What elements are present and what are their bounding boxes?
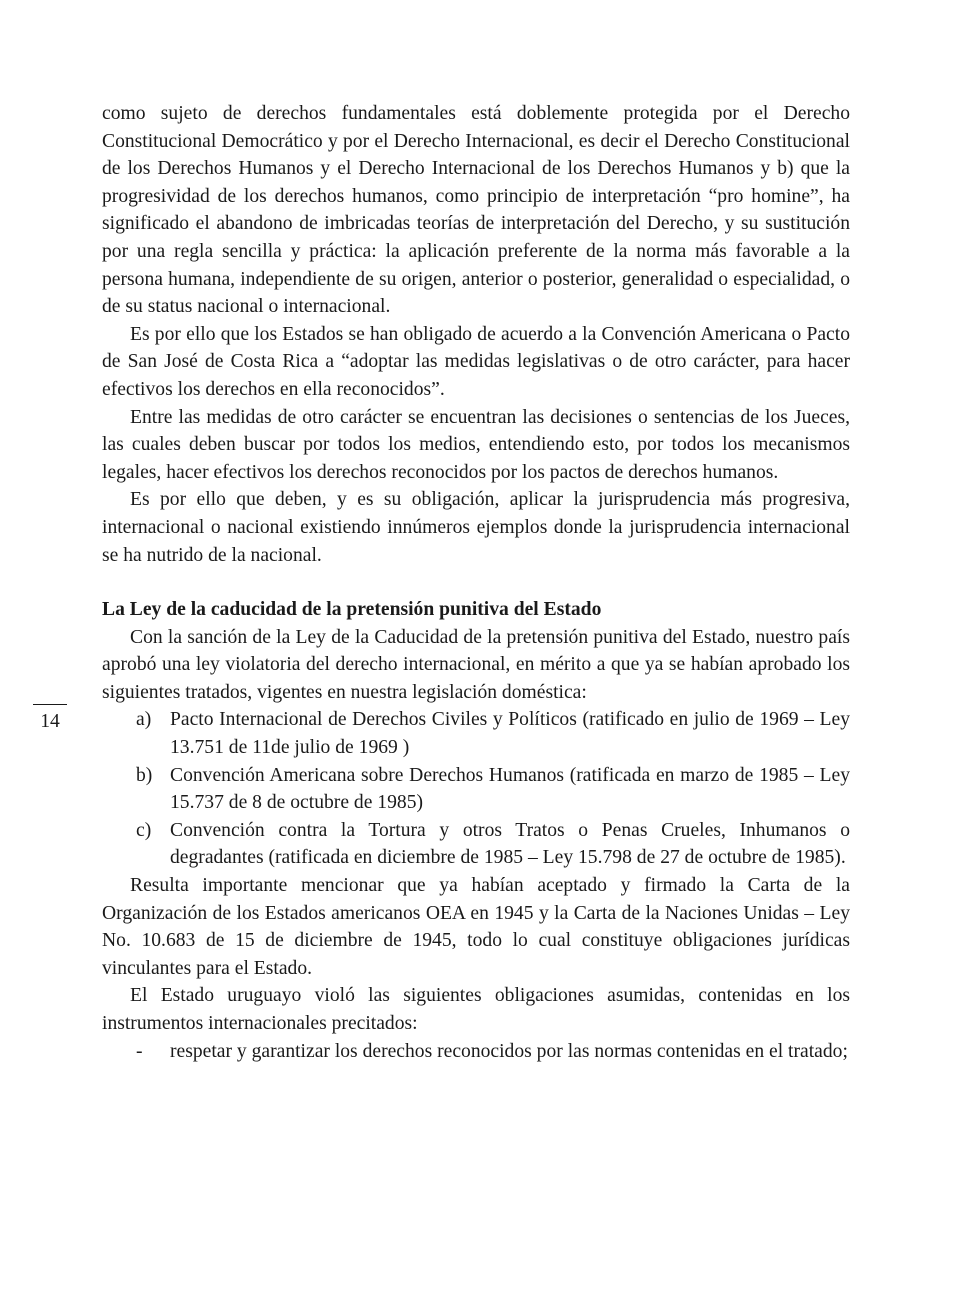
paragraph: Resulta importante mencionar que ya habían aceptado y firmado la Carta de la Organización de los Estados americanos OEA en 1945 y la Carta de la Naciones Unidas – Ley No. 10.683 de 15 de diciembre de 1945, todo lo cual constituye obligaciones jurídicas vinculantes para el Estado. (102, 875, 850, 979)
list-item-text: Pacto Internacional de Derechos Civiles y Políticos (ratificado en julio de 1969 – Ley 13.751 de 11de julio de 1969 ) (170, 709, 850, 759)
paragraph: El Estado uruguayo violó las siguientes obligaciones asumidas, contenidas en los instrumentos internacionales precitados: (102, 985, 850, 1034)
list-marker: c) (136, 819, 152, 841)
obligation-list (102, 1038, 850, 1066)
list-marker: b) (136, 764, 153, 786)
page-number: 14 (40, 711, 60, 732)
document-body (102, 100, 850, 1065)
list-item-text: Convención contra la Tortura y otros Tratos o Penas Crueles, Inhumanos o degradantes (ratificada en diciembre de 1985 – Ley 15.798 de 27 de octubre de 1985). (170, 819, 850, 869)
list-item-text: respetar y garantizar los derechos reconocidos por las normas contenidas en el tratado; (170, 1040, 848, 1062)
paragraph: como sujeto de derechos fundamentales está doblemente protegida por el Derecho Constitucional Democrático y por el Derecho Internacional, es decir el Derecho Constitucional de los Derechos Humanos y el Derecho Internacional de los Derechos Humanos y b) que la progresividad de los derechos humanos, como principio de interpretación “pro homine”, ha significado el abandono de imbricadas teorías de interpretación del Derecho, y su sustitución por una regla sencilla y práctica: la aplicación preferente de la norma más favorable a la persona humana, independiente de su origen, anterior o posterior, generalidad o especialidad, o de su status nacional o internacional. (102, 103, 850, 318)
list-item (102, 1038, 850, 1066)
paragraph: Entre las medidas de otro carácter se encuentran las decisiones o sentencias de los Jueces, las cuales deben buscar por todos los medios, entendiendo esto, por todos los mecanismos legales, hacer efectivos los derechos reconocidos por los pactos de derechos humanos. (102, 406, 850, 483)
section-heading: La Ley de la caducidad de la pretensión punitiva del Estado (102, 599, 602, 621)
paragraph: Con la sanción de la Ley de la Caducidad de la pretensión punitiva del Estado, nuestro país aprobó una ley violatoria del derecho internacional, en mérito a que ya se habían aprobado los siguientes tratados, vigentes en nuestra legislación doméstica: (102, 626, 850, 703)
paragraph: Es por ello que deben, y es su obligación, aplicar la jurisprudencia más progresiva, internacional o nacional existiendo innúmeros ejemplos donde la jurisprudencia internacional se ha nutrido de la nacional. (102, 489, 850, 566)
list-item (102, 817, 850, 872)
list-marker: a) (136, 709, 152, 731)
page-number-rule (33, 704, 67, 705)
list-marker: - (136, 1040, 143, 1062)
list-item (102, 762, 850, 817)
paragraph: Es por ello que los Estados se han obligado de acuerdo a la Convención Americana o Pacto de San José de Costa Rica a “adoptar las medidas legislativas o de otro carácter, para hacer efectivos los derechos en ella reconocidos”. (102, 323, 850, 400)
treaty-list (102, 706, 850, 872)
list-item (102, 706, 850, 761)
list-item-text: Convención Americana sobre Derechos Humanos (ratificada en marzo de 1985 – Ley 15.737 de 8 de octubre de 1985) (170, 764, 850, 814)
